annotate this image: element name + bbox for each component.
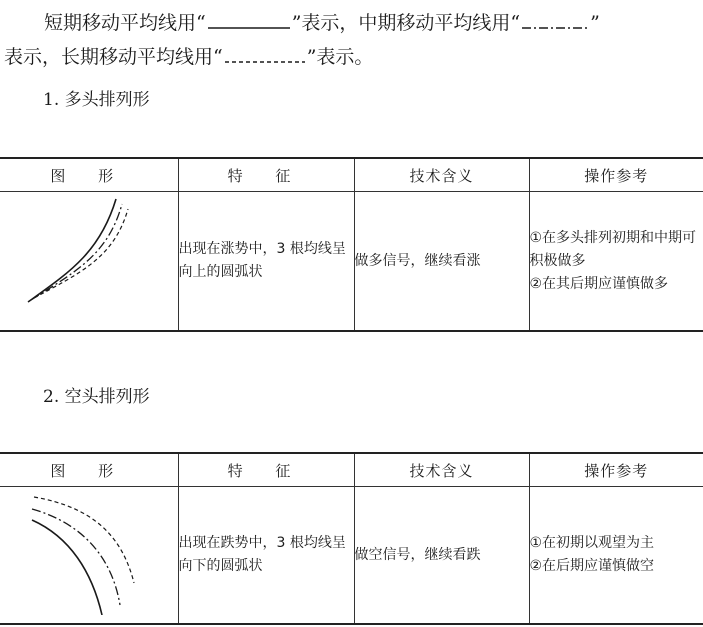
figure-cell — [0, 192, 178, 332]
header-operation: 操作参考 — [529, 453, 703, 487]
bullish-arrangement-table — [0, 157, 703, 332]
intro-text-3: ” — [590, 12, 600, 34]
solid-line-sample-icon — [206, 15, 292, 29]
table-header-row — [0, 158, 703, 192]
intro-text-5: ”表示。 — [306, 46, 374, 68]
intro-paragraph — [0, 6, 703, 74]
header-figure: 图 形 — [0, 158, 178, 192]
table-row — [0, 487, 703, 625]
intro-line-1 — [0, 6, 703, 40]
operation-cell — [529, 192, 703, 332]
intro-text-1: 短期移动平均线用“ — [44, 12, 206, 34]
section-heading-bearish: 2. 空头排列形 — [43, 387, 150, 407]
dashed-line-sample-icon — [223, 49, 307, 63]
meaning-cell: 做空信号，继续看跌 — [354, 487, 529, 625]
bearish-arrangement-table — [0, 452, 703, 625]
header-figure: 图 形 — [0, 453, 178, 487]
operation-item: ②在其后期应谨慎做多 — [529, 275, 669, 292]
figure-cell — [0, 487, 178, 625]
dash-dot-line-sample-icon — [520, 15, 590, 29]
rising-ma-curves-icon — [0, 192, 176, 322]
header-operation: 操作参考 — [529, 158, 703, 192]
operation-item: ②在后期应谨慎做空 — [529, 558, 655, 574]
feature-cell: 出现在涨势中，3 根均线呈向上的圆弧状 — [178, 192, 354, 332]
operation-item: ①在多头排列初期和中期可积极做多 — [529, 229, 697, 269]
header-feature: 特 征 — [178, 453, 354, 487]
meaning-cell: 做多信号，继续看涨 — [354, 192, 529, 332]
table-header-row — [0, 453, 703, 487]
intro-text-4: 表示，长期移动平均线用“ — [4, 46, 223, 68]
section-heading-bullish: 1. 多头排列形 — [43, 90, 150, 110]
operation-cell — [529, 487, 703, 625]
feature-cell: 出现在跌势中，3 根均线呈向下的圆弧状 — [178, 487, 354, 625]
falling-ma-curves-icon — [0, 487, 176, 615]
header-feature: 特 征 — [178, 158, 354, 192]
header-meaning: 技术含义 — [354, 158, 529, 192]
table-row — [0, 192, 703, 332]
header-meaning: 技术含义 — [354, 453, 529, 487]
intro-line-2 — [0, 40, 703, 74]
operation-item: ①在初期以观望为主 — [529, 535, 655, 551]
intro-text-2: ”表示，中期移动平均线用“ — [291, 12, 521, 34]
